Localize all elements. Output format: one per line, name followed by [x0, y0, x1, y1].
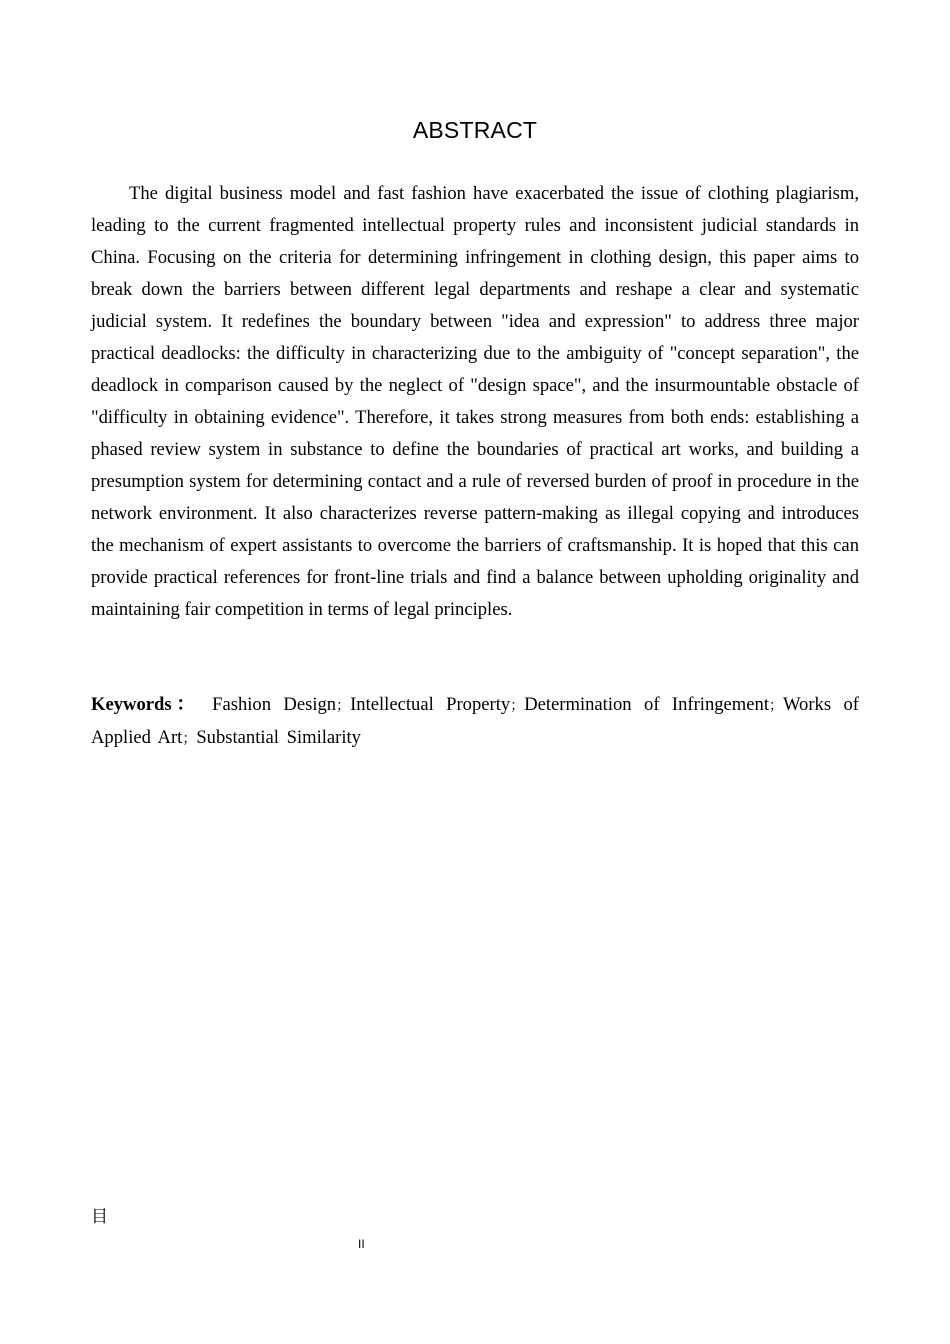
page-number: II: [358, 1237, 365, 1251]
keyword-separator: ；: [336, 698, 351, 714]
keyword-item: Works of Applied Art: [91, 694, 859, 748]
keyword-item: Determination of Infringement: [524, 694, 769, 715]
keyword-separator: ；: [182, 731, 197, 747]
abstract-title: ABSTRACT: [412, 117, 538, 143]
keyword-item: Intellectual Property: [350, 694, 511, 715]
keyword-item: Fashion Design: [212, 694, 337, 715]
abstract-body: The digital business model and fast fashion have exacerbated the issue of clothing plagiarism, leading to the current fragmented intellectual property rules and inconsistent judicial standards in China. Focusing on the criteria for determining infringement in clothing design, this paper aims to break down the barriers between different legal departments and reshape a clear and systematic judicial system. It redefines the boundary between "idea and expression" to address three major practical deadlocks: the difficulty in characterizing due to the ambiguity of "concept separation", the deadlock in comparison caused by the neglect of "design space", and the insurmountable obstacle of "difficulty in obtaining evidence". Therefore, it takes strong measures from both ends: establishing a phased review system in substance to define the boundaries of practical art works, and building a presumption system for determining contact and a rule of reversed burden of proof in procedure in the network environment. It also characterizes reverse pattern-making as illegal copying and introduces the mechanism of expert assistants to overcome the barriers of craftsmanship. It is hoped that this can provide practical references for front-line trials and find a balance between upholding originality and maintaining fair competition in terms of legal principles.: [91, 183, 859, 620]
keywords-line: [91, 689, 859, 755]
keyword-separator: ；: [769, 698, 783, 714]
keywords-label: Keywords：: [91, 694, 200, 715]
keyword-item: Substantial Similarity: [196, 727, 361, 748]
footer-fragment: 目: [91, 1207, 108, 1227]
keyword-separator: ；: [510, 698, 525, 714]
